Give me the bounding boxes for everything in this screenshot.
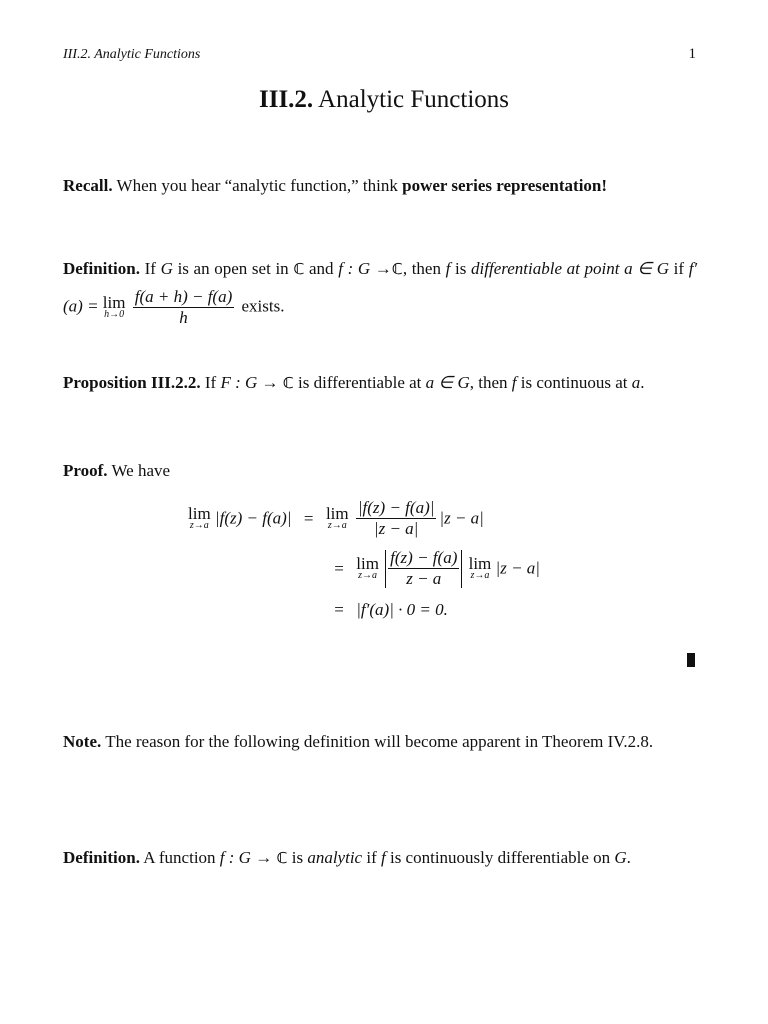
proof-label: Proof.: [63, 461, 108, 480]
def2-text: .: [626, 848, 631, 867]
abs-quotient: [356, 498, 437, 539]
equation-row-2: [326, 548, 540, 589]
fraction-denominator: h: [133, 307, 235, 328]
set-symbol: G: [160, 259, 173, 278]
note-text: The reason for the following definition will become apparent in Theorem IV.2.8.: [105, 732, 654, 751]
prop-text: If: [204, 373, 217, 392]
section-title-text: Analytic Functions: [318, 86, 510, 113]
abs-bar-left: [385, 550, 386, 588]
fraction-numerator: f(z) − f(a): [390, 548, 458, 567]
equation-row-1: [188, 498, 484, 539]
lim-subscript: z→a: [189, 519, 209, 531]
running-head: III.2. Analytic Functions: [63, 47, 201, 62]
emphasis-term: differentiable at point: [471, 259, 620, 278]
def2-text: A function: [143, 848, 216, 867]
prop-text: is continuous at: [520, 373, 628, 392]
function-map: f : G →: [338, 259, 392, 278]
recall-label: Recall.: [63, 176, 113, 195]
lim-text: lim: [102, 292, 126, 312]
definition-label: Definition.: [63, 259, 140, 278]
lim-subscript: h→0: [104, 308, 125, 320]
function-map: f : G →: [219, 848, 273, 867]
def-text: is: [455, 259, 467, 278]
lim-subscript: z→a: [327, 519, 347, 531]
function-symbol: f: [511, 373, 517, 392]
point-membership: a ∈ G: [624, 259, 669, 278]
limit-operator: [356, 553, 379, 581]
quotient: [388, 548, 459, 589]
emphasis-term: analytic: [307, 848, 363, 867]
def-text: is an open set in: [177, 259, 289, 278]
lhs-expression: |f(z) − f(a)|: [214, 508, 292, 528]
prop-text: , then: [469, 373, 508, 392]
section-title: [0, 86, 768, 114]
def-text: and: [309, 259, 334, 278]
section-number: III.2.: [258, 86, 314, 113]
lim-subscript: z→a: [470, 569, 490, 581]
function-map: F : G →: [220, 373, 279, 392]
fraction-denominator: z − a: [388, 568, 459, 589]
lim-subscript: z→a: [358, 569, 378, 581]
complex-symbol: ℂ: [282, 374, 294, 392]
limit-operator: [468, 553, 492, 581]
function-symbol: f: [380, 848, 386, 867]
note-paragraph: [63, 725, 697, 759]
lim-text: lim: [356, 553, 379, 573]
equals-sign: =: [303, 508, 314, 528]
def-text: If: [144, 259, 156, 278]
definition-analytic: [63, 841, 697, 875]
recall-emphasis: power series representation!: [402, 176, 608, 195]
equals-sign: =: [334, 600, 344, 619]
def-text: if: [673, 259, 685, 278]
page-number: 1: [688, 46, 696, 62]
qed-mark: [687, 653, 695, 667]
fraction-numerator: f(a + h) − f(a): [134, 287, 233, 306]
proof-intro: [63, 454, 697, 488]
abs-bar-right: [461, 550, 462, 588]
lim-text: lim: [325, 503, 349, 523]
limit-operator: [325, 503, 349, 531]
abs-factor: |z − a|: [439, 508, 484, 528]
point-symbol: a: [631, 373, 641, 392]
proposition-paragraph: [63, 366, 697, 400]
complex-symbol: ℂ: [276, 849, 288, 867]
limit-operator: [188, 503, 211, 531]
derivative-symbol: f′(a) =: [63, 259, 698, 316]
fraction-numerator: |f(z) − f(a)|: [357, 498, 435, 517]
recall-text: When you hear “analytic function,” think: [116, 176, 398, 195]
prop-text: is differentiable at: [298, 373, 422, 392]
proposition-label: Proposition III.2.2.: [63, 373, 201, 392]
set-symbol: G: [614, 848, 627, 867]
def2-text: if: [366, 848, 377, 867]
lim-text: lim: [188, 503, 211, 523]
def2-text: is: [291, 848, 304, 867]
difference-quotient: [133, 287, 235, 328]
function-symbol: f: [445, 259, 451, 278]
def-text: exists.: [241, 296, 285, 316]
result-expression: |f′(a)| · 0 = 0.: [356, 600, 448, 619]
equation-row-3: [326, 600, 448, 620]
proof-text: We have: [111, 461, 171, 480]
def-text: , then: [402, 259, 441, 278]
point-membership: a ∈ G: [425, 373, 470, 392]
note-label: Note.: [63, 732, 102, 751]
fraction-denominator: |z − a|: [356, 518, 437, 539]
prop-text: .: [640, 373, 645, 392]
limit-operator: [102, 292, 126, 320]
definition-label: Definition.: [63, 848, 140, 867]
definition-differentiable: [63, 251, 697, 328]
recall-paragraph: [63, 169, 697, 203]
complex-symbol: ℂ: [391, 260, 403, 278]
complex-symbol: ℂ: [293, 260, 305, 278]
equals-sign: =: [334, 558, 344, 578]
lim-text: lim: [468, 553, 492, 573]
abs-factor: |z − a|: [495, 558, 540, 578]
def2-text: is continuously differentiable on: [389, 848, 611, 867]
